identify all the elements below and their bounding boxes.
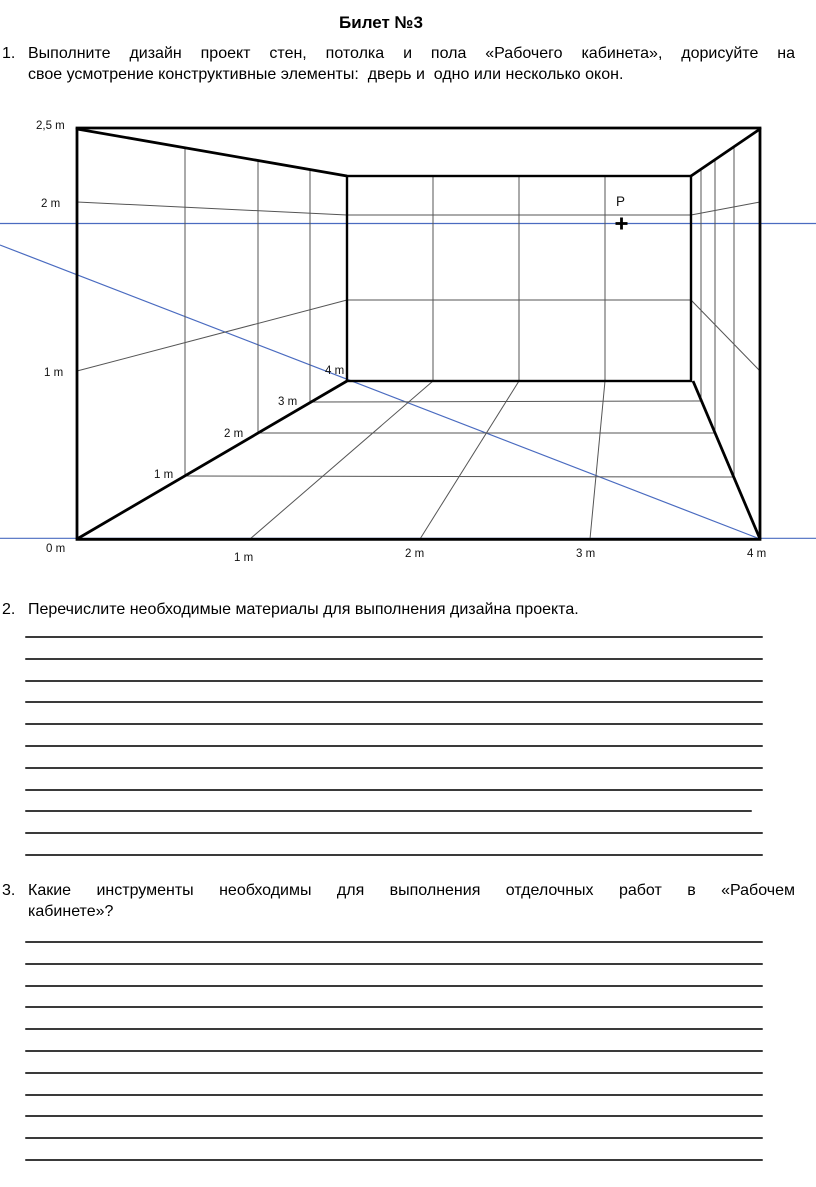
answer-line (25, 1159, 763, 1161)
answer-line (25, 701, 763, 703)
floor-left-slant (77, 381, 347, 539)
answer-line (25, 985, 763, 987)
question-1-line1: Выполните дизайн проект стен, потолка и пола «Рабочего кабинета», дорисуйте на (28, 45, 795, 62)
height-label-2m: 2 m (41, 198, 61, 210)
width-label-3m: 3 m (576, 548, 596, 560)
answer-line (25, 810, 752, 812)
answer-line (25, 745, 763, 747)
ceiling-left-slant (77, 129, 347, 176)
width-label-2m: 2 m (405, 548, 425, 560)
floor-right-slant (693, 381, 760, 539)
answer-line (25, 832, 763, 834)
depth-label-3m: 3 m (278, 396, 298, 408)
question-1-text (28, 43, 795, 85)
ceiling-right-slant (691, 129, 760, 176)
answer-line (25, 767, 763, 769)
answer-line (25, 1137, 763, 1139)
answer-line (25, 1115, 763, 1117)
floor-diagonal-line (0, 245, 760, 539)
answer-line (25, 1050, 763, 1052)
height-label-2-5m: 2,5 m (36, 120, 65, 132)
answer-line (25, 1028, 763, 1030)
question-1-line2: свое усмотрение конструктивные элементы: дверь и одно или несколько окон. (28, 66, 624, 83)
depth-label-2m: 2 m (224, 428, 244, 440)
answer-line (25, 636, 763, 638)
width-label-4m: 4 m (747, 548, 767, 560)
answer-line (25, 963, 763, 965)
question-2-text: Перечислите необходимые материалы для выполнения дизайна проекта. (28, 601, 579, 618)
vanishing-point-cross (616, 218, 628, 230)
depth-label-4m: 4 m (325, 365, 345, 377)
answer-line (25, 789, 763, 791)
page-title: Билет №3 (339, 13, 423, 32)
answer-line (25, 723, 763, 725)
room-outline (76, 128, 762, 539)
back-wall (347, 176, 691, 381)
measurement-grid (77, 146, 760, 539)
width-scale-labels (234, 548, 766, 564)
answer-line (25, 680, 763, 682)
vanishing-point-label: P (616, 194, 626, 209)
answer-line (25, 941, 763, 943)
question-2-number: 2. (2, 601, 16, 618)
answer-line (25, 854, 763, 856)
construction-lines (0, 224, 816, 540)
question-3-number: 3. (2, 882, 16, 899)
answer-line (25, 1006, 763, 1008)
height-label-0m: 0 m (46, 543, 66, 555)
question-3-line1: Какие инструменты необходимы для выполнения отделочных работ в «Рабочем (28, 882, 795, 899)
width-label-1m: 1 m (234, 552, 254, 564)
question-1-number: 1. (2, 45, 16, 62)
answer-line (25, 658, 763, 660)
question-3-line2: кабинете»? (28, 903, 114, 920)
answer-line (25, 1094, 763, 1096)
depth-label-1m: 1 m (154, 469, 174, 481)
height-scale-labels (36, 120, 65, 555)
question-3-text (28, 880, 795, 922)
depth-scale-labels (154, 365, 344, 481)
answer-line (25, 1072, 763, 1074)
height-label-1m: 1 m (44, 367, 64, 379)
